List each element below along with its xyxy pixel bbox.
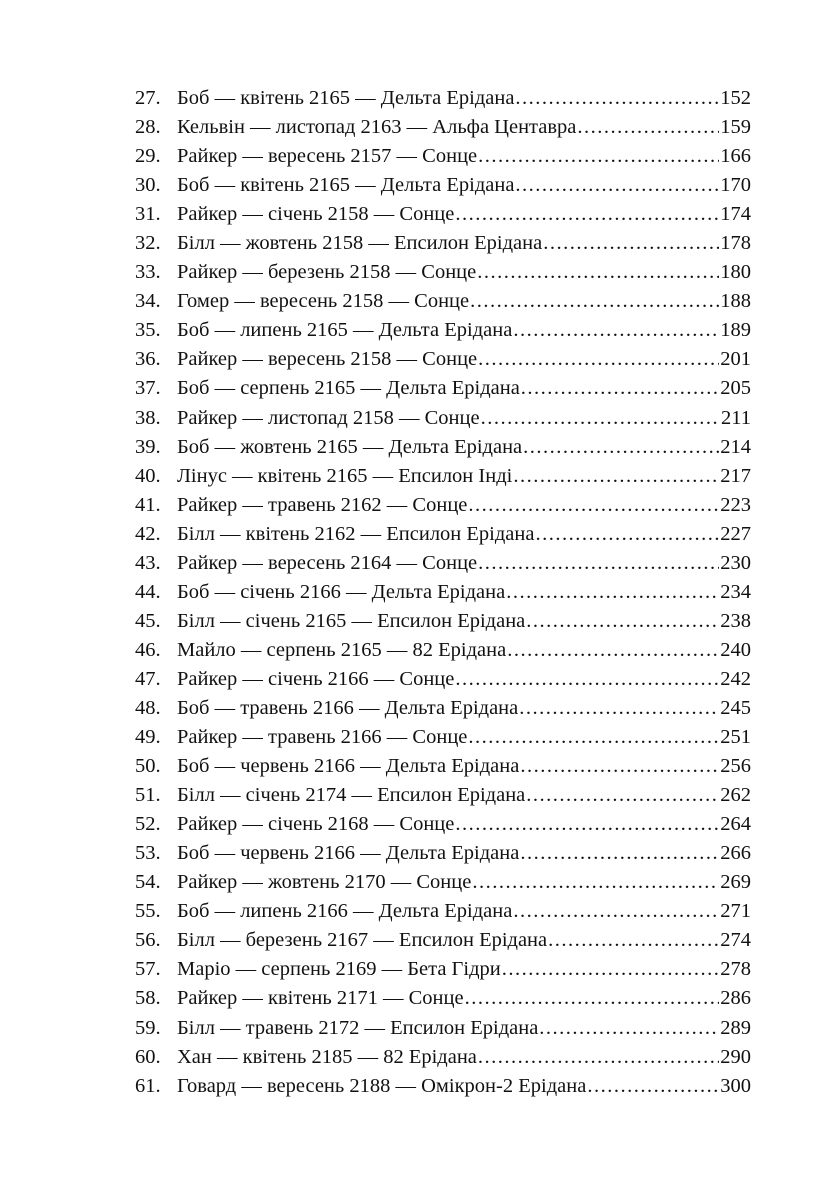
page-number: 289 <box>720 1016 751 1039</box>
dot-leader <box>477 258 719 287</box>
toc-entry <box>135 171 751 200</box>
toc-entry <box>135 1072 751 1101</box>
chapter-title: Білл — жовтень 2158 — Епсилон Ерідана <box>177 232 543 255</box>
dot-leader <box>535 520 719 549</box>
page-number: 201 <box>720 348 751 371</box>
page-number: 223 <box>720 493 751 516</box>
chapter-title: Райкер — березень 2158 — Сонце <box>177 261 477 284</box>
chapter-number: 44. <box>135 580 161 603</box>
toc-entry <box>135 723 751 752</box>
toc-entry <box>135 694 751 723</box>
page-number: 230 <box>720 551 751 574</box>
page-number: 278 <box>720 958 751 981</box>
dot-leader <box>472 868 719 897</box>
chapter-title: Райкер — квітень 2171 — Сонце <box>177 987 464 1010</box>
chapter-title: Райкер — січень 2158 — Сонце <box>177 203 455 226</box>
dot-leader <box>526 781 719 810</box>
chapter-number: 29. <box>135 145 161 168</box>
dot-leader <box>513 316 719 345</box>
page-number: 240 <box>720 638 751 661</box>
dot-leader <box>465 984 720 1013</box>
dot-leader <box>478 1043 719 1072</box>
chapter-title: Маріо — серпень 2169 — Бета Гідри <box>177 958 501 981</box>
dot-leader <box>481 404 720 433</box>
dot-leader <box>468 491 719 520</box>
chapter-number: 53. <box>135 842 161 865</box>
dot-leader <box>455 665 719 694</box>
toc-entry <box>135 810 751 839</box>
chapter-number: 52. <box>135 813 161 836</box>
toc-entry <box>135 200 751 229</box>
chapter-number: 60. <box>135 1045 161 1068</box>
page-number: 170 <box>720 174 751 197</box>
chapter-title: Боб — червень 2166 — Дельта Ерідана <box>177 842 520 865</box>
chapter-title: Райкер — січень 2166 — Сонце <box>177 667 455 690</box>
chapter-title: Райкер — травень 2166 — Сонце <box>177 726 468 749</box>
chapter-title: Боб — липень 2166 — Дельта Ерідана <box>177 900 513 923</box>
chapter-number: 58. <box>135 987 161 1010</box>
dot-leader <box>507 636 719 665</box>
page-number: 286 <box>720 987 751 1010</box>
dot-leader <box>478 142 719 171</box>
chapter-number: 43. <box>135 551 161 574</box>
toc-entry <box>135 374 751 403</box>
chapter-title: Райкер — травень 2162 — Сонце <box>177 493 468 516</box>
chapter-number: 49. <box>135 726 161 749</box>
chapter-number: 28. <box>135 116 161 139</box>
page-number: 274 <box>720 929 751 952</box>
toc-entry <box>135 287 751 316</box>
page-number: 238 <box>720 609 751 632</box>
page-number: 290 <box>720 1045 751 1068</box>
dot-leader <box>548 926 719 955</box>
chapter-title: Лінус — квітень 2165 — Епсилон Інді <box>177 464 513 487</box>
dot-leader <box>521 374 719 403</box>
table-of-contents <box>135 84 751 1101</box>
toc-entry <box>135 926 751 955</box>
chapter-number: 42. <box>135 522 161 545</box>
page-number: 251 <box>720 726 751 749</box>
toc-entry <box>135 520 751 549</box>
page-number: 227 <box>720 522 751 545</box>
page-number: 188 <box>720 290 751 313</box>
dot-leader <box>506 578 719 607</box>
toc-entry <box>135 84 751 113</box>
toc-entry <box>135 113 751 142</box>
chapter-title: Райкер — листопад 2158 — Сонце <box>177 406 480 429</box>
toc-entry <box>135 462 751 491</box>
page-number: 178 <box>720 232 751 255</box>
page-number: 152 <box>720 87 751 109</box>
page-number: 214 <box>720 435 751 458</box>
page-number: 174 <box>720 203 751 226</box>
dot-leader <box>468 723 719 752</box>
dot-leader <box>470 287 719 316</box>
page-number: 166 <box>720 145 751 168</box>
toc-entry <box>135 229 751 258</box>
dot-leader <box>502 955 720 984</box>
toc-entry <box>135 316 751 345</box>
dot-leader <box>478 549 719 578</box>
chapter-number: 30. <box>135 174 161 197</box>
page-number: 234 <box>720 580 751 603</box>
dot-leader <box>577 113 719 142</box>
chapter-title: Говард — вересень 2188 — Омікрон-2 Ерідана <box>177 1074 587 1097</box>
toc-entry <box>135 433 751 462</box>
chapter-number: 31. <box>135 203 161 226</box>
chapter-number: 32. <box>135 232 161 255</box>
chapter-title: Райкер — січень 2168 — Сонце <box>177 813 455 836</box>
page-number: 256 <box>720 755 751 778</box>
toc-entry <box>135 665 751 694</box>
chapter-number: 46. <box>135 638 161 661</box>
chapter-title: Білл — березень 2167 — Епсилон Ерідана <box>177 929 548 952</box>
page-number: 242 <box>720 667 751 690</box>
page-number: 271 <box>720 900 751 923</box>
page-number: 262 <box>720 784 751 807</box>
chapter-number: 48. <box>135 696 161 719</box>
chapter-number: 35. <box>135 319 161 342</box>
chapter-number: 56. <box>135 929 161 952</box>
chapter-number: 33. <box>135 261 161 284</box>
chapter-title: Білл — квітень 2162 — Епсилон Ерідана <box>177 522 535 545</box>
chapter-number: 36. <box>135 348 161 371</box>
toc-entry <box>135 258 751 287</box>
chapter-number: 61. <box>135 1074 161 1097</box>
dot-leader <box>455 200 719 229</box>
chapter-title: Кельвін — листопад 2163 — Альфа Центавра <box>177 116 577 139</box>
toc-entry <box>135 868 751 897</box>
chapter-title: Боб — травень 2166 — Дельта Ерідана <box>177 696 519 719</box>
dot-leader <box>519 694 719 723</box>
chapter-title: Райкер — жовтень 2170 — Сонце <box>177 871 472 894</box>
chapter-title: Білл — січень 2174 — Епсилон Ерідана <box>177 784 526 807</box>
toc-entry <box>135 345 751 374</box>
chapter-number: 54. <box>135 871 161 894</box>
chapter-title: Боб — липень 2165 — Дельта Ерідана <box>177 319 513 342</box>
toc-entry <box>135 897 751 926</box>
chapter-title: Білл — січень 2165 — Епсилон Ерідана <box>177 609 526 632</box>
dot-leader <box>513 462 719 491</box>
chapter-number: 47. <box>135 667 161 690</box>
dot-leader <box>539 1014 719 1043</box>
chapter-number: 55. <box>135 900 161 923</box>
dot-leader <box>515 171 719 200</box>
chapter-title: Боб — квітень 2165 — Дельта Ерідана <box>177 87 515 109</box>
page-number: 217 <box>720 464 751 487</box>
chapter-title: Райкер — вересень 2158 — Сонце <box>177 348 478 371</box>
toc-entry <box>135 1014 751 1043</box>
dot-leader <box>455 810 719 839</box>
chapter-number: 57. <box>135 958 161 981</box>
chapter-title: Боб — жовтень 2165 — Дельта Ерідана <box>177 435 523 458</box>
toc-entry <box>135 781 751 810</box>
dot-leader <box>523 433 719 462</box>
page-number: 264 <box>720 813 751 836</box>
page-number: 211 <box>721 406 751 429</box>
toc-entry <box>135 404 751 433</box>
chapter-title: Гомер — вересень 2158 — Сонце <box>177 290 470 313</box>
dot-leader <box>543 229 719 258</box>
page-number: 266 <box>720 842 751 865</box>
dot-leader <box>478 345 719 374</box>
toc-entry <box>135 636 751 665</box>
page-number: 180 <box>720 261 751 284</box>
toc-entry <box>135 549 751 578</box>
dot-leader <box>520 752 719 781</box>
chapter-number: 39. <box>135 435 161 458</box>
chapter-number: 37. <box>135 377 161 400</box>
toc-entry <box>135 839 751 868</box>
toc-entry <box>135 984 751 1013</box>
page-number: 300 <box>720 1074 751 1097</box>
chapter-number: 38. <box>135 406 161 429</box>
dot-leader <box>515 84 719 113</box>
toc-entry <box>135 607 751 636</box>
dot-leader <box>526 607 719 636</box>
toc-entry <box>135 752 751 781</box>
dot-leader <box>520 839 719 868</box>
dot-leader <box>587 1072 719 1101</box>
chapter-number: 59. <box>135 1016 161 1039</box>
chapter-title: Білл — травень 2172 — Епсилон Ерідана <box>177 1016 539 1039</box>
chapter-number: 51. <box>135 784 161 807</box>
chapter-number: 40. <box>135 464 161 487</box>
toc-entry <box>135 491 751 520</box>
page-number: 245 <box>720 696 751 719</box>
chapter-number: 45. <box>135 609 161 632</box>
chapter-title: Майло — серпень 2165 — 82 Ерідана <box>177 638 507 661</box>
page-number: 159 <box>720 116 751 139</box>
chapter-number: 41. <box>135 493 161 516</box>
page-number: 269 <box>720 871 751 894</box>
dot-leader <box>513 897 719 926</box>
chapter-title: Боб — червень 2166 — Дельта Ерідана <box>177 755 520 778</box>
chapter-title: Райкер — вересень 2164 — Сонце <box>177 551 478 574</box>
toc-entry <box>135 1043 751 1072</box>
chapter-number: 50. <box>135 755 161 778</box>
page-number: 205 <box>720 377 751 400</box>
toc-entry <box>135 955 751 984</box>
chapter-number: 27. <box>135 87 161 109</box>
chapter-number: 34. <box>135 290 161 313</box>
chapter-title: Хан — квітень 2185 — 82 Ерідана <box>177 1045 477 1068</box>
toc-entry <box>135 142 751 171</box>
chapter-title: Боб — серпень 2165 — Дельта Ерідана <box>177 377 520 400</box>
page-number: 189 <box>720 319 751 342</box>
chapter-title: Боб — квітень 2165 — Дельта Ерідана <box>177 174 515 197</box>
chapter-title: Райкер — вересень 2157 — Сонце <box>177 145 478 168</box>
toc-entry <box>135 578 751 607</box>
chapter-title: Боб — січень 2166 — Дельта Ерідана <box>177 580 506 603</box>
